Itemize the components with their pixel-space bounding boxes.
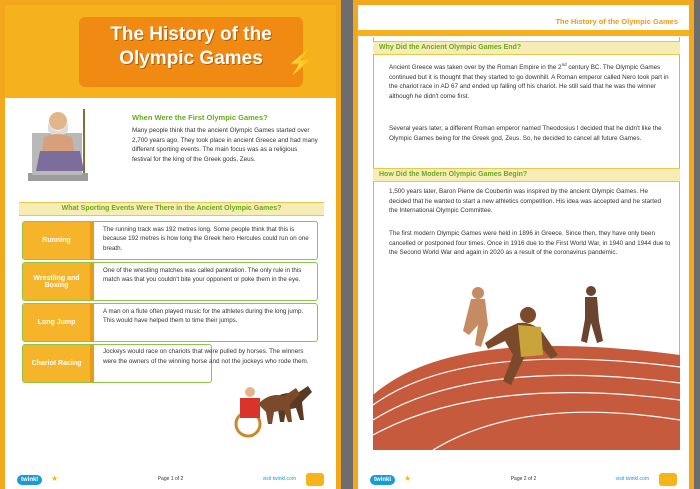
twinkl-logo: twinkl bbox=[17, 475, 42, 485]
page-number: Page 2 of 2 bbox=[510, 476, 537, 482]
title-line-2: Olympic Games bbox=[119, 48, 263, 69]
sport-label: Running bbox=[23, 222, 94, 259]
section-text-games-end-1: Ancient Greece was taken over by the Roman Empire in the 2nd century BC. The Olympic Games continued but it is thought that they started to go downhill. A Roman emperor called Nero took part in the chariot race in AD 67 and ended up falling off his chariot. He still said that he was the winner although he didn't come first. bbox=[389, 62, 669, 100]
page-border-left bbox=[353, 0, 358, 489]
sport-description: One of the wrestling matches was called pankration. The only rule in this match was that you couldn't bite your opponent or poke them in the eye. bbox=[103, 267, 302, 284]
page-title bbox=[79, 23, 303, 71]
lightning-bolt-icon: ⚡ bbox=[286, 50, 314, 75]
footer-url: visit twinkl.com bbox=[615, 476, 649, 482]
worksheet-page-1 bbox=[0, 0, 341, 489]
footer-badge-icon bbox=[659, 473, 677, 486]
worksheet-page-2 bbox=[353, 0, 694, 489]
sport-label: Long Jump bbox=[23, 304, 94, 341]
footer-url: visit twinkl.com bbox=[262, 476, 296, 482]
page-border-right bbox=[336, 0, 341, 489]
section-heading-modern-games: How Did the Modern Olympic Games Begin? bbox=[373, 168, 680, 182]
sport-row-running bbox=[22, 221, 318, 260]
page-number: Page 1 of 2 bbox=[157, 476, 184, 482]
sport-row-wrestling bbox=[22, 262, 318, 301]
section-heading-sporting-events: What Sporting Events Were There in the Ancient Olympic Games? bbox=[19, 202, 324, 216]
title-line-1: The History of the bbox=[110, 24, 272, 45]
sport-row-long-jump bbox=[22, 303, 318, 342]
sport-label: Wrestling and Boxing bbox=[23, 263, 94, 300]
section-text-modern-games-1: 1,500 years later, Baron Pierre de Coubertin was inspired by the ancient Olympic Games. He decided that he wanted to start a new athletics competition. His idea was accepted and he started the International Olympic Committee. bbox=[389, 188, 661, 215]
title-banner bbox=[5, 5, 336, 98]
zeus-statue-illustration bbox=[10, 103, 110, 185]
twinkl-logo: twinkl bbox=[370, 475, 395, 485]
sport-description: The running track was 192 metres long. Some people think that this is because 192 metres is how long the Greek hero Hercules could run on one breath. bbox=[103, 226, 309, 252]
page-border-top bbox=[353, 0, 694, 5]
running-track-illustration bbox=[373, 285, 680, 450]
section-text-modern-games-2: The first modern Olympic Games were held in 1896 in Greece. Since then, they have only been cancelled or postponed four times. Once in 1916 due to the First World War, in 1940 and 1944 due to the Second World War and again in 2020 as a result of the coronavirus pandemic. bbox=[389, 230, 671, 257]
sport-description-chariot: Jockeys would race on chariots that were pulled by horses. The winners were the owners of the winning horse and not the jockeys who rode them. bbox=[103, 348, 309, 365]
page-footer bbox=[358, 471, 689, 489]
page-footer bbox=[5, 471, 336, 489]
section-text-games-end-2: Several years later, a different Roman emperor named Theodosius I decided that he didn't like the Olympic Games being for the Greek god, Zeus. So, he decided to cancel all future Games. bbox=[389, 125, 662, 142]
sport-description: A man on a flute often played music for the athletes during the long jump. This would have helped them to time their jumps. bbox=[103, 308, 304, 325]
sport-label: Chariot Racing bbox=[23, 345, 94, 382]
section-heading-games-end: Why Did the Ancient Olympic Games End? bbox=[373, 41, 680, 55]
page-border-right bbox=[689, 0, 694, 489]
star-icon: ★ bbox=[404, 474, 412, 483]
footer-badge-icon bbox=[306, 473, 324, 486]
star-icon: ★ bbox=[51, 474, 59, 483]
section-text-first-games: Many people think that the ancient Olympic Games started over 2,700 years ago. They took place in ancient Greece and had many different sporting events. The main focus was as a religious festival for the king of the Greek gods, Zeus. bbox=[132, 127, 318, 163]
content-frame-top bbox=[358, 30, 689, 36]
chariot-illustration bbox=[230, 372, 320, 442]
page-header-title: The History of the Olympic Games bbox=[555, 17, 678, 26]
section-heading-first-games: When Were the First Olympic Games? bbox=[132, 113, 268, 122]
